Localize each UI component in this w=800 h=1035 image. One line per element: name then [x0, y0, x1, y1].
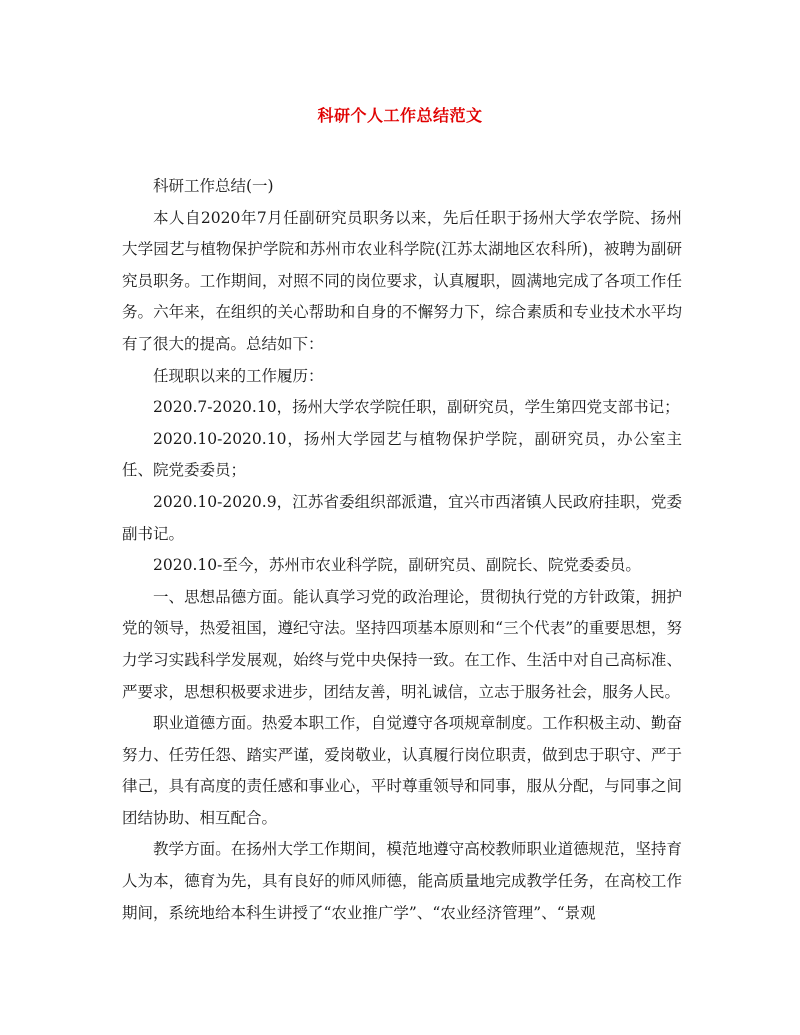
moral-paragraph: 一、思想品德方面。能认真学习党的政治理论，贯彻执行党的方针政策，拥护党的领导，热爱祖国，遵纪守法。坚持四项基本原则和“三个代表”的重要思想，努力学习实践科学发展观，始终与党中央保持一致。在工作、生活中对自己高标准、严要求，思想积极要求进步，团结友善，明礼诚信，立志于服务社会，服务人民。 — [122, 587, 682, 701]
history-item: 2020.10-2020.10，扬州大学园艺与植物保护学院，副研究员，办公室主任、院党委委员； — [122, 429, 682, 480]
section-heading: 科研工作总结(一) — [153, 177, 274, 195]
teaching-paragraph: 教学方面。在扬州大学工作期间，模范地遵守高校教师职业道德规范，坚持育人为本，德育为先，具有良好的师风师德，能高质量地完成教学任务，在高校工作期间，系统地给本科生讲授了“农业推广学”、“农业经济管理”、“景观 — [122, 840, 682, 922]
history-item: 2020.10-2020.9，江苏省委组织部派遣，宜兴市西渚镇人民政府挂职，党委副书记。 — [122, 492, 682, 543]
intro-paragraph: 本人自2020年7月任副研究员职务以来，先后任职于扬州大学农学院、扬州大学园艺与植物保护学院和苏州市农业科学院(江苏太湖地区农科所)，被聘为副研究员职务。工作期间，对照不同的岗位要求，认真履职，圆满地完成了各项工作任务。六年来，在组织的关心帮助和自身的不懈努力下，综合素质和专业技术水平均有了很大的提高。总结如下： — [122, 208, 682, 353]
history-item: 2020.10-至今，苏州市农业科学院，副研究员、副院长、院党委委员。 — [153, 556, 641, 575]
document-title: 科研个人工作总结范文 — [317, 106, 483, 125]
ethics-paragraph: 职业道德方面。热爱本职工作，自觉遵守各项规章制度。工作积极主动、勤奋努力、任劳任怨、踏实严谨，爱岗敬业，认真履行岗位职责，做到忠于职守、严于律己，具有高度的责任感和事业心，平时尊重领导和同事，服从分配，与同事之间团结协助、相互配合。 — [122, 714, 682, 827]
history-heading: 任现职以来的工作履历： — [153, 366, 324, 385]
history-item: 2020.7-2020.10，扬州大学农学院任职，副研究员，学生第四党支部书记； — [153, 398, 680, 417]
document-body — [122, 171, 682, 929]
